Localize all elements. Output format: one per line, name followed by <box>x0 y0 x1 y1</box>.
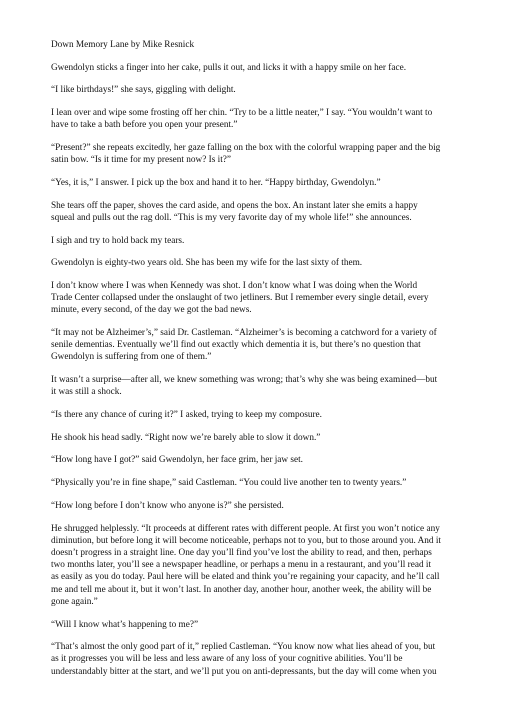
text-line: I lean over and wipe some frosting off her chin. “Try to be a little neater,” I say. “You wouldn’t want to <box>51 108 433 119</box>
paragraph <box>51 327 476 364</box>
paragraph <box>51 280 476 317</box>
text-line: gone again.” <box>51 596 98 607</box>
text-line: as easily as you do today. Paul here will be elated and think you’re regaining your capacity, and he’ll call <box>51 572 440 583</box>
text-line: two months later, you’ll see a newspaper headline, or perhaps a menu in a restaurant, and you’ll read it <box>51 560 432 571</box>
paragraph <box>51 409 476 421</box>
text-line: squeal and pulls out the rag doll. “This is my very favorite day of my whole life!” she announces. <box>51 212 412 223</box>
text-line: “How long before I don’t know who anyone is?” she persisted. <box>51 500 284 511</box>
paragraph <box>51 257 476 269</box>
text-line: He shook his head sadly. “Right now we’re barely able to slow it down.” <box>51 432 321 443</box>
paragraph <box>51 523 476 608</box>
text-line: I don’t know where I was when Kennedy was shot. I don’t know what I was doing when the World <box>51 280 418 291</box>
text-line: Gwendolyn is suffering from one of them.” <box>51 352 212 363</box>
paragraph <box>51 641 476 678</box>
paragraph <box>51 142 476 166</box>
text-line: “Yes, it is,” I answer. I pick up the box and hand it to her. “Happy birthday, Gwendolyn.” <box>51 177 381 188</box>
text-line: Trade Center collapsed under the onslaught of two jetliners. But I remember every single detail, every <box>51 293 429 304</box>
text-line: He shrugged helplessly. “It proceeds at different rates with different people. At first you won’t notice any <box>51 523 440 534</box>
paragraph <box>51 500 476 512</box>
document-body <box>51 62 476 678</box>
paragraph <box>51 477 476 489</box>
text-line: have to take a bath before you open your present.” <box>51 120 238 131</box>
text-line: “Present?” she repeats excitedly, her gaze falling on the box with the colorful wrapping paper and the big <box>51 143 441 154</box>
text-line: “It may not be Alzheimer’s,” said Dr. Castleman. “Alzheimer’s is becoming a catchword for a variety of <box>51 328 437 339</box>
paragraph <box>51 432 476 444</box>
text-line: doesn’t progress in a straight line. One day you’ll find you’ve lost the ability to read, and then, perhaps <box>51 547 432 558</box>
paragraph <box>51 62 476 74</box>
paragraph <box>51 84 476 96</box>
text-line: “That’s almost the only good part of it,” replied Castleman. “You know now what lies ahead of you, but <box>51 642 436 653</box>
text-line: “I like birthdays!” she says, giggling with delight. <box>51 85 236 96</box>
paragraph <box>51 107 476 131</box>
paragraph <box>51 454 476 466</box>
text-line: minute, every second, of the day we got the bad news. <box>51 305 252 316</box>
text-line: Gwendolyn sticks a finger into her cake, pulls it out, and licks it with a happy smile on her face. <box>51 62 407 73</box>
text-line: me and tell me about it, but it won’t last. In another day, another hour, another week, the ability will be <box>51 584 432 595</box>
text-line: It wasn’t a surprise—after all, we knew something was wrong; that’s why she was being examined—but <box>51 375 438 386</box>
text-line: She tears off the paper, shoves the card aside, and opens the box. An instant later she emits a happy <box>51 200 418 211</box>
document-title: Down Memory Lane by Mike Resnick <box>51 40 195 50</box>
text-line: diminution, but before long it will become noticeable, perhaps not to you, but to those around you. And it <box>51 535 441 546</box>
text-line: “Is there any chance of curing it?” I asked, trying to keep my composure. <box>51 410 322 421</box>
paragraph <box>51 374 476 398</box>
paragraph <box>51 619 476 631</box>
text-line: Gwendolyn is eighty-two years old. She has been my wife for the last sixty of them. <box>51 258 363 269</box>
text-line: it was still a shock. <box>51 387 122 398</box>
text-line: senile dementias. Eventually we’ll find out exactly which dementia it is, but there’s no question that <box>51 340 421 351</box>
text-line: I sigh and try to hold back my tears. <box>51 235 185 246</box>
paragraph <box>51 177 476 189</box>
text-line: “Will I know what’s happening to me?” <box>51 619 199 630</box>
paragraph <box>51 200 476 224</box>
text-line: “Physically you’re in fine shape,” said Castleman. “You could live another ten to twenty years.” <box>51 478 407 489</box>
paragraph <box>51 235 476 247</box>
text-line: understandably bitter at the start, and we’ll put you on anti-depressants, but the day will come when you <box>51 666 437 677</box>
text-line: as it progresses you will be less and less aware of any loss of your cognitive abilities. You’ll be <box>51 654 403 665</box>
text-line: “How long have I got?” said Gwendolyn, her face grim, her jaw set. <box>51 455 303 466</box>
text-line: satin bow. “Is it time for my present now? Is it?” <box>51 155 231 166</box>
